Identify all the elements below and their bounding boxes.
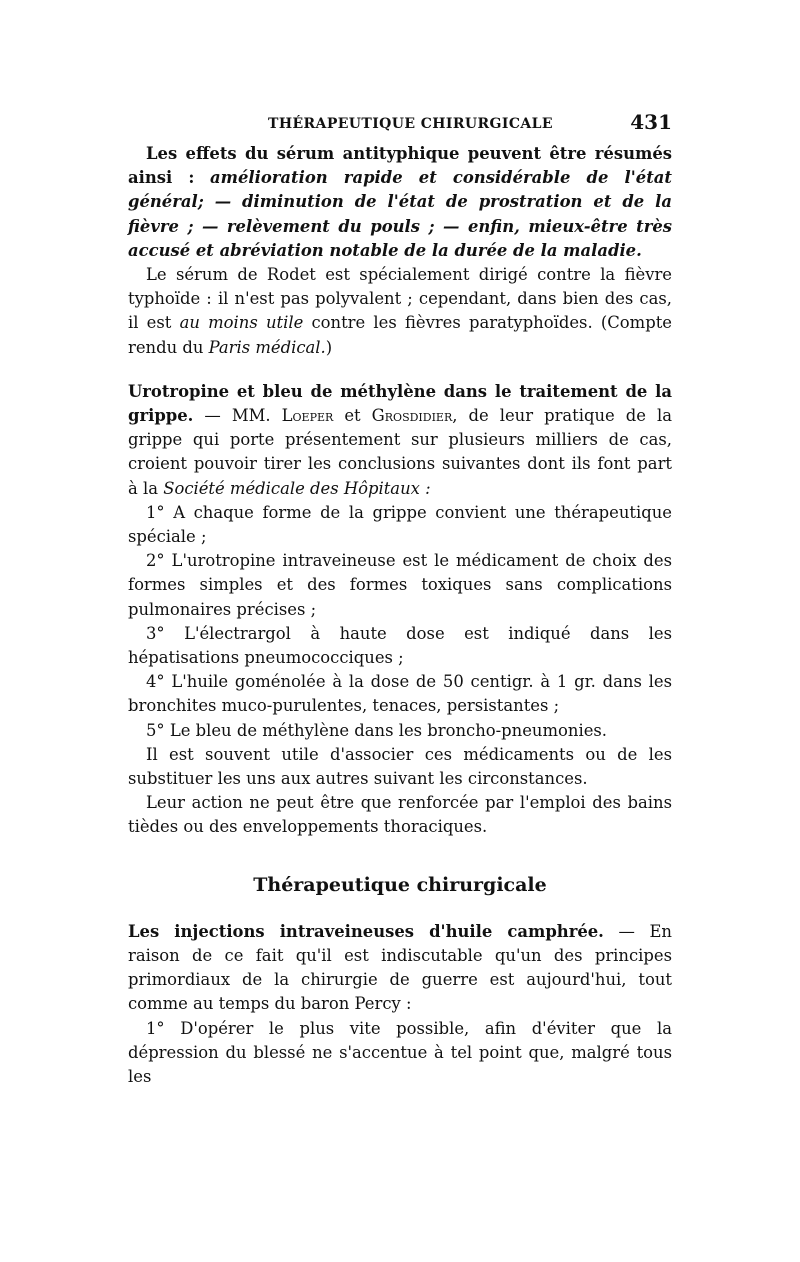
author-loeper: Loeper — [281, 406, 334, 426]
list-item: 4° L'huile goménolée à la dose de 50 centigr. à 1 gr. dans les bronchites muco-purulentes, tenaces, persistantes ; — [128, 672, 672, 716]
list-item: 1° A chaque forme de la grippe convient une thérapeutique spéciale ; — [128, 502, 672, 547]
section-title: Thérapeutique chirurgicale — [253, 873, 547, 896]
paragraph-serum-effects — [128, 142, 672, 263]
rodet-text-3: ) — [325, 337, 333, 357]
list-item: 3° L'électrargol à haute dose est indiqué dans les hépatisations pneumococciques ; — [128, 623, 672, 668]
rodet-italic-2: Paris médical. — [208, 337, 326, 357]
paragraph-associate: Il est souvent utile d'associer ces médicaments ou de les substituer les uns aux autres suivant les circonstances. — [128, 744, 672, 789]
page-number: 431 — [630, 110, 672, 134]
running-head — [128, 110, 672, 142]
rodet-italic-1: au moins utile — [179, 313, 304, 333]
list-item: 5° Le bleu de méthylène dans les broncho-pneumonies. — [146, 720, 608, 740]
book-page — [128, 110, 672, 1089]
author-grosdidier: Grosdidier — [371, 406, 453, 426]
paragraph-rodet-serum — [128, 263, 672, 360]
rodet-text-2: contre les fièvres paratyphoïdes. (Compte rendu du — [128, 313, 672, 357]
urotropine-text-1: — MM. — [193, 406, 282, 426]
paragraph-injections — [128, 920, 672, 1017]
serum-effects-lead: Les effets du sérum antityphique peuvent être résumés ainsi : — [128, 144, 672, 188]
paragraph-action: Leur action ne peut être que renforcée par l'emploi des bains tièdes ou des enveloppements thoraciques. — [128, 793, 672, 837]
urotropine-text-2: et — [333, 406, 372, 426]
injections-heading: Les injections intraveineuses d'huile camphrée. — [128, 921, 604, 941]
paragraph-gap — [128, 360, 672, 380]
list-item: 2° L'urotropine intraveineuse est le médicament de choix des formes simples et des formes toxiques sans complications pulmonaires précises ; — [128, 551, 672, 619]
rodet-text-1: Le sérum de Rodet est spécialement dirigé contre la fièvre typhoïde : il n'est pas polyvalent ; cependant, dans bien des cas, il est — [128, 265, 672, 333]
urotropine-heading: Urotropine et bleu de méthylène dans le traitement de la grippe. — [128, 381, 672, 426]
serum-effects-list: amélioration rapide et considérable de l'état général; — diminution de l'état de prostration et de la fièvre ; — relèvement du pouls ; — enfin, mieux-être très accusé et abréviation notable de la durée de la maladie. — [128, 168, 672, 260]
urotropine-text-3: , de leur pratique de la grippe qui porte présentement sur plusieurs milliers de cas, croient pouvoir tirer les conclusions suivantes dont ils font part à la — [128, 406, 673, 498]
running-title: THÉRAPEUTIQUE CHIRURGICALE — [268, 116, 553, 132]
injections-text: — En raison de ce fait qu'il est indiscutable qu'un des principes primordiaux de la chirurgie de guerre est aujourd'hui, tout comme au temps du baron Percy : — [128, 921, 672, 1014]
societe-medicale: Société médicale des Hôpitaux : — [163, 478, 431, 498]
paragraph-urotropine — [128, 380, 672, 501]
paragraph-operer: 1° D'opérer le plus vite possible, afin d'éviter que la dépression du blessé ne s'accentue à tel point que, malgré tous les — [128, 1018, 672, 1086]
